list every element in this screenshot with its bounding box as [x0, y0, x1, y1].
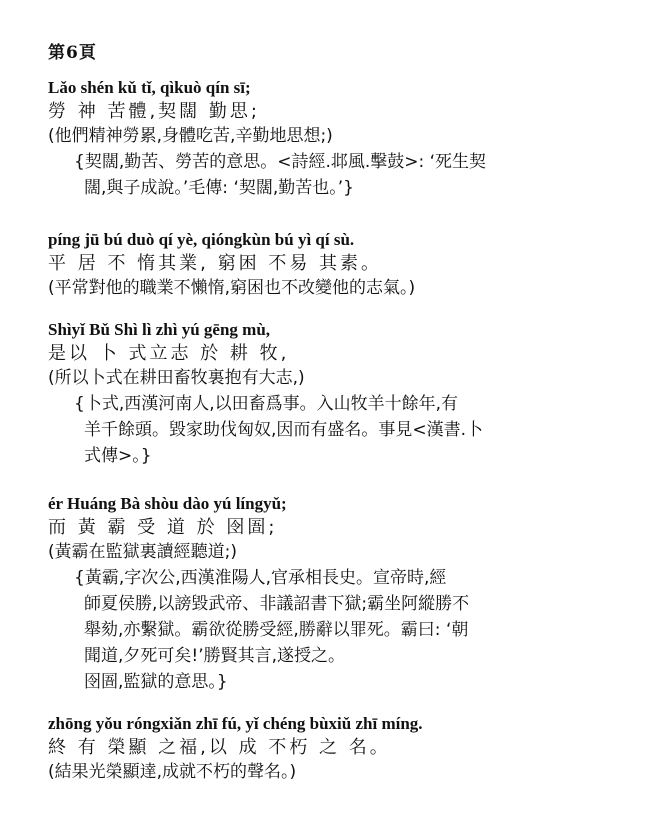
chinese-text-line: 而 黃 霸 受 道 於 囹圄; [48, 517, 278, 538]
chinese-text-line: 勞 神 苦體,契闊 勤思; [48, 101, 260, 122]
stanza-2 [48, 222, 648, 301]
translation-line: (所以卜式在耕田畜牧裏抱有大志,) [48, 368, 305, 388]
annotation-note: {黃霸,字次公,西漢淮陽人,官承相長史。宣帝時,經 師夏侯勝,以謗毀武帝、非議詔書下獄;霸坐阿縱勝不 舉劾,亦繫獄。霸欲從勝受經,勝辭以罪死。霸曰: ‘朝 聞道,夕死可矣!’勝賢其言,遂授之。 囹圄,監獄的意思。} [74, 568, 470, 692]
chinese-text-line: 平 居 不 惰其業, 窮困 不易 其素。 [48, 253, 383, 274]
pinyin-line: zhōng yǒu róngxiǎn zhī fú, yǐ chéng bùxiǔ zhī míng. [48, 714, 423, 733]
stanza-4 [48, 486, 648, 695]
annotation-note: {契闊,勤苦、勞苦的意思。<詩經.邶風.擊鼓>: ‘死生契 闊,與子成說。’毛傳: ‘契闊,勤苦也。’} [74, 152, 487, 198]
translation-line: (結果光榮顯達,成就不朽的聲名。) [48, 762, 297, 782]
translation-line: (他們精神勞累,身體吃苦,辛勤地思想;) [48, 126, 333, 146]
translation-line: (黃霸在監獄裏讀經聽道;) [48, 542, 237, 562]
annotation-note: {卜式,西漢河南人,以田畜爲事。入山牧羊十餘年,有 羊千餘頭。毀家助伐匈奴,因而有盛名。事見<漢書.卜 式傳>。} [74, 394, 484, 466]
chinese-text-line: 是以 卜 式立志 於 耕 牧, [48, 343, 290, 364]
pinyin-line: píng jū bú duò qí yè, qióngkùn bú yì qí sù. [48, 230, 355, 249]
stanza-5 [48, 706, 648, 785]
stanza-1 [48, 70, 648, 201]
translation-line: (平常對他的職業不懶惰,窮困也不改變他的志氣。) [48, 278, 416, 298]
pinyin-line: Shìyǐ Bǔ Shì lì zhì yú gēng mù, [48, 320, 271, 339]
pinyin-line: ér Huáng Bà shòu dào yú língyǔ; [48, 494, 287, 513]
chinese-text-line: 終 有 榮顯 之福,以 成 不朽 之 名。 [48, 737, 391, 758]
stanza-3 [48, 312, 648, 469]
page-number: 第6頁 [48, 43, 97, 63]
pinyin-line: Lǎo shén kǔ tǐ, qìkuò qín sī; [48, 78, 251, 97]
